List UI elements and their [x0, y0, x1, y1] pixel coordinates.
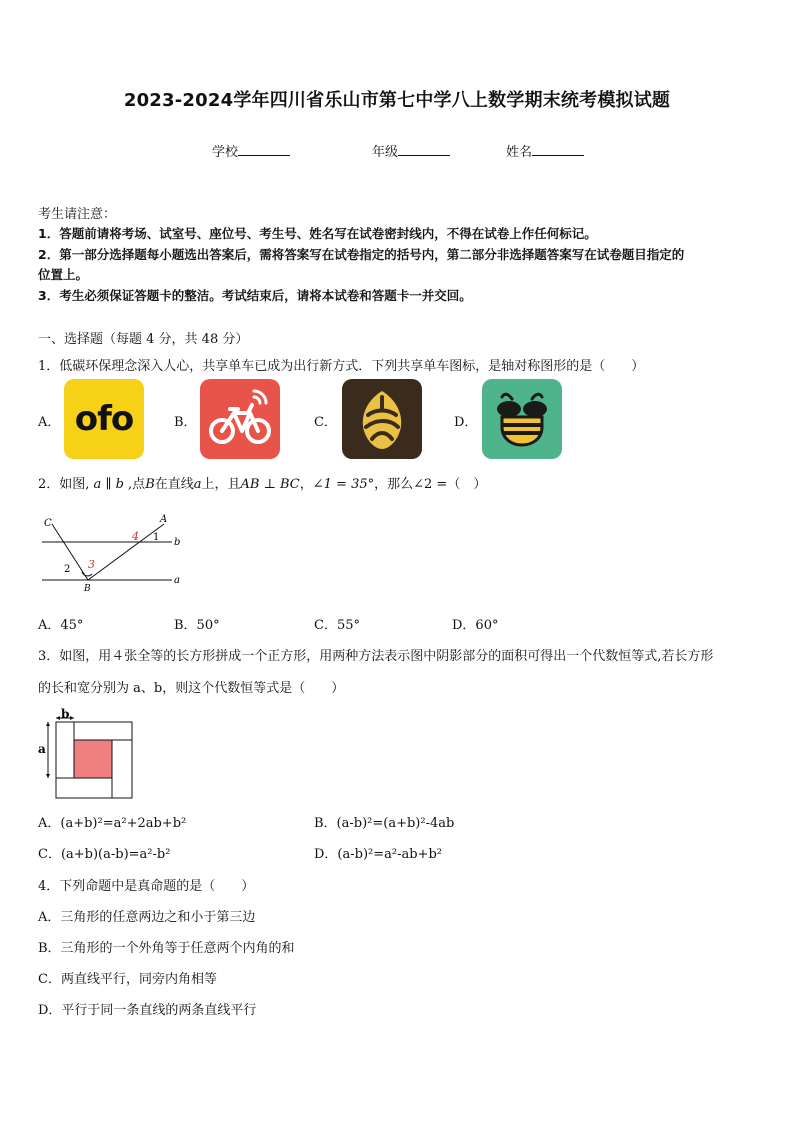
q3-stem-line2: 的长和宽分别为 a、b，则这个代数恒等式是（ ） [38, 681, 345, 696]
fig-label-B: B [84, 584, 91, 594]
mobike-logo-icon[interactable] [200, 379, 280, 459]
q3-option-b[interactable]: B．(a-b)²=(a+b)²-4ab [314, 816, 455, 831]
q2-option-d[interactable]: D．60° [452, 618, 499, 633]
page-title: 2023-2024学年四川省乐山市第七中学八上数学期末统考模拟试题 [123, 90, 671, 111]
q1-stem: 1．低碳环保理念深入人心，共享单车已成为出行新方式．下列共享单车图标，是轴对称图形的是（ ） [38, 359, 645, 374]
q4-option-a[interactable]: A．三角形的任意两边之和小于第三边 [38, 910, 256, 925]
q3-option-c[interactable]: C．(a+b)(a-b)=a²-b² [38, 847, 171, 862]
fig-label-b: b [174, 537, 181, 548]
bee-icon [482, 379, 562, 459]
fig-label-C: C [44, 518, 52, 529]
q2-option-c[interactable]: C．55° [314, 618, 360, 633]
q2-stem: 2．如图, a ∥ b ,点B在直线a上，且AB ⊥ BC，∠1 = 35°，那么∠2 =（ ） [38, 477, 487, 492]
q4-option-d[interactable]: D．平行于同一条直线的两条直线平行 [38, 1003, 257, 1018]
fig-label-A: A [160, 514, 168, 525]
fig-angle-4: 4 [132, 530, 139, 543]
q3-stem-line1: 3．如图，用４张全等的长方形拼成一个正方形，用两种方法表示图中阴影部分的面积可得出一个代数恒等式,若长方形 [38, 649, 714, 664]
notice-item-1: 1．答题前请将考场、试室号、座位号、考生号、姓名写在试卷密封线内，不得在试卷上作任何标记。 [38, 226, 597, 241]
grade-label: 年级 [372, 145, 399, 160]
q1-option-c-label[interactable]: C． [314, 415, 337, 430]
grade-blank[interactable] [398, 143, 450, 156]
grade-field[interactable] [372, 141, 450, 160]
q3-label-b: b [61, 708, 70, 721]
bee-logo-icon[interactable] [482, 379, 562, 459]
q4-stem: 4．下列命题中是真命题的是（ ） [38, 879, 255, 894]
q3-figure [36, 708, 136, 800]
q2-option-a[interactable]: A．45° [38, 618, 84, 633]
school-blank[interactable] [238, 143, 290, 156]
q1-option-b-label[interactable]: B． [174, 415, 197, 430]
fig-label-a: a [174, 575, 180, 586]
ofo-logo-text: ofo [74, 399, 134, 439]
name-label: 姓名 [506, 145, 533, 160]
fig-angle-1: 1 [153, 532, 160, 543]
q4-option-b[interactable]: B．三角形的一个外角等于任意两个内角的和 [38, 941, 295, 956]
q2-option-b[interactable]: B．50° [174, 618, 220, 633]
notice-heading: 考生请注意： [38, 207, 117, 222]
notice-item-2: 2．第一部分选择题每小题选出答案后，需将答案写在试卷指定的括号内，第二部分非选择题答案写在试卷题目指定的 [38, 247, 685, 262]
pinecone-icon [342, 379, 422, 459]
name-blank[interactable] [532, 143, 584, 156]
q3-option-a[interactable]: A．(a+b)²=a²+2ab+b² [38, 816, 187, 831]
pinecone-logo-icon[interactable] [342, 379, 422, 459]
section-heading: 一、选择题（每题 4 分，共 48 分） [38, 332, 249, 347]
notice-item-2-cont: 位置上。 [38, 267, 89, 282]
fig-angle-2: 2 [64, 564, 71, 575]
school-label: 学校 [212, 145, 239, 160]
fig-angle-3: 3 [88, 558, 95, 571]
q4-option-c[interactable]: C．两直线平行，同旁内角相等 [38, 972, 217, 987]
ofo-logo-icon[interactable] [64, 379, 144, 459]
q1-option-a-label[interactable]: A． [38, 415, 61, 430]
q3-label-a: a [38, 742, 46, 756]
school-field[interactable] [212, 141, 290, 160]
notice-item-3: 3．考生必须保证答题卡的整洁。考试结束后，请将本试卷和答题卡一并交回。 [38, 288, 472, 303]
q1-option-d-label[interactable]: D． [454, 415, 478, 430]
q2-figure [36, 510, 186, 594]
name-field[interactable] [506, 141, 584, 160]
bicycle-icon [200, 379, 280, 459]
q3-option-d[interactable]: D．(a-b)²=a²-ab+b² [314, 847, 442, 862]
